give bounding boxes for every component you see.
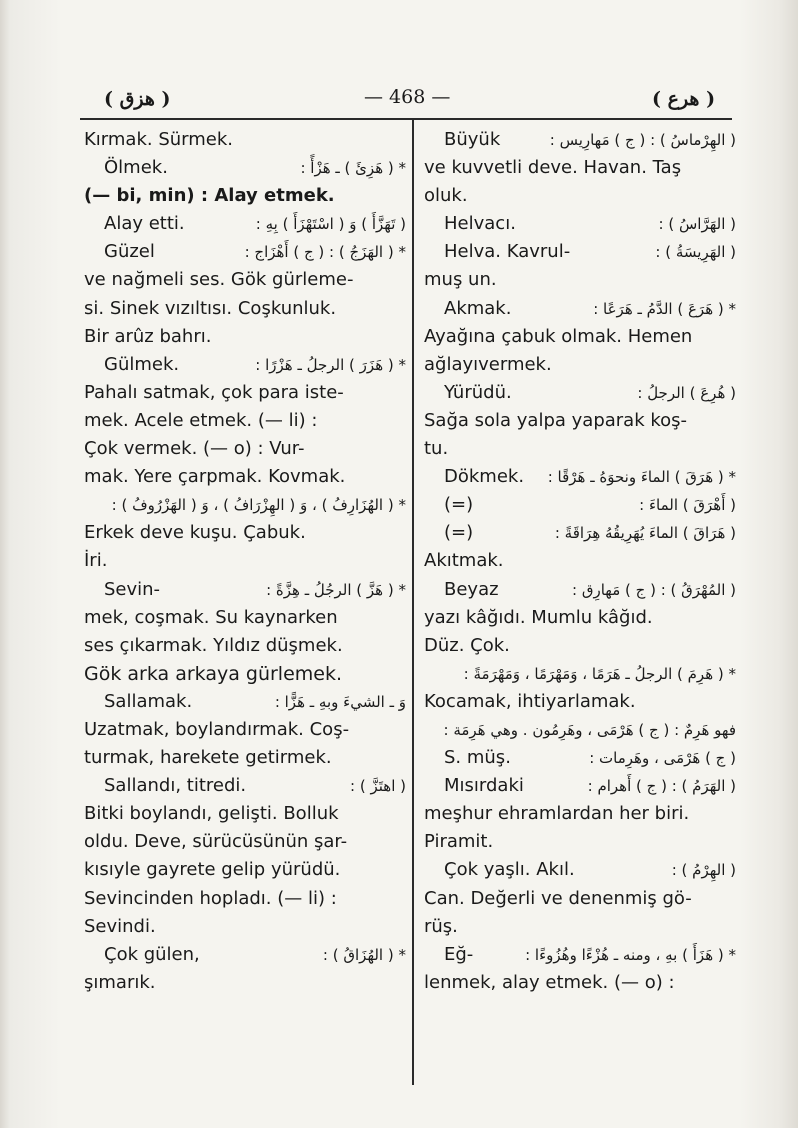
- entry-term: Eğ-: [444, 943, 474, 965]
- entry-line: [84, 379, 406, 407]
- entry-line: [424, 547, 736, 575]
- definition-text: Bir arûz bahrı.: [84, 325, 212, 347]
- right-root-heading: ( هرع ): [652, 88, 716, 110]
- header-rule: [80, 118, 732, 120]
- arabic-headword: ( الهَرَمُ ) : ( ج ) أَهرام :: [587, 777, 736, 796]
- definition-text: mak. Yere çarpmak. Kovmak.: [84, 466, 346, 488]
- definition-text: Uzatmak, boylandırmak. Coş-: [84, 718, 350, 740]
- entry-line: [424, 800, 736, 828]
- entry-line: [84, 407, 406, 435]
- arabic-headword: * ( هَزِئَ ) ـ هَزْأً :: [300, 159, 406, 178]
- arabic-headword: ( اهتَزَّ ) :: [350, 777, 406, 796]
- definition-text: ses çıkarmak. Yıldız düşmek.: [84, 634, 343, 656]
- arabic-headword: * ( هَرَعَ ) الدَّمُ ـ هَرَعًا :: [593, 299, 736, 318]
- entry-line: [424, 491, 736, 519]
- entry-term: Helvacı.: [444, 213, 516, 235]
- entry-line: [84, 744, 406, 772]
- definition-text: oluk.: [424, 185, 468, 207]
- arabic-headword: ( الهَرِيسَةُ ) :: [655, 243, 736, 262]
- entry-term: Mısırdaki: [444, 775, 524, 797]
- entry-line: [84, 519, 406, 547]
- entry-line: [84, 323, 406, 351]
- entry-line: [424, 295, 736, 323]
- entry-line: [84, 941, 406, 969]
- entry-line: [84, 463, 406, 491]
- entry-line: [424, 182, 736, 210]
- arabic-headword: ( الهِرْمُ ) :: [671, 861, 736, 880]
- entry-term: Çok yaşlı. Akıl.: [444, 859, 575, 881]
- entry-line: [424, 435, 736, 463]
- arabic-headword: * ( الهُزَاقُ ) :: [322, 945, 406, 964]
- entry-line: [84, 182, 406, 210]
- definition-text: oldu. Deve, sürücüsünün şar-: [84, 831, 348, 853]
- entry-term: Akmak.: [444, 297, 512, 319]
- entry-line: [84, 238, 406, 266]
- definition-text: (— bi, min) : Alay etmek.: [84, 185, 335, 207]
- entry-line: [424, 744, 736, 772]
- arabic-headword: وَ ـ الشيءَ وبهِ ـ هَزًّا :: [274, 692, 406, 711]
- definition-text: rüş.: [424, 915, 458, 937]
- arabic-headword: * ( الهَزَجُ ) : ( ج ) أَهْزَاج :: [244, 243, 406, 262]
- arabic-headword: ( تَهَزَّأَ ) وَ ( اسْتَهْزَأَ ) بِهِ :: [255, 215, 406, 234]
- arabic-headword: * ( الهُزَارِفُ ) ، وَ ( الهِزْرَافُ ) ، وَ ( الهَزْرُوفُ ) :: [111, 496, 406, 515]
- entry-line: [84, 295, 406, 323]
- entry-line: [424, 463, 736, 491]
- definition-text: ve kuvvetli deve. Havan. Taş: [424, 157, 682, 179]
- definition-text: Pahalı satmak, çok para iste-: [84, 381, 344, 403]
- arabic-headword: ( هُرِعَ ) الرجلُ :: [637, 383, 736, 402]
- definition-text: turmak, harekete getirmek.: [84, 747, 332, 769]
- entry-line: [84, 491, 406, 519]
- definition-text: kısıyle gayrete gelip yürüdü.: [84, 859, 341, 881]
- definition-text: yazı kâğıdı. Mumlu kâğıd.: [424, 606, 653, 628]
- left-column: [84, 126, 406, 997]
- entry-term: (=): [444, 522, 474, 544]
- entry-line: [424, 154, 736, 182]
- definition-text: mek, coşmak. Su kaynarken: [84, 606, 338, 628]
- entry-line: [424, 772, 736, 800]
- entry-line: [424, 519, 736, 547]
- entry-term: Sallandı, titredi.: [104, 775, 247, 797]
- arabic-headword: ( الهِرْماسُ ) : ( ج ) مَهارِيس :: [549, 131, 736, 149]
- definition-text: tu.: [424, 438, 449, 460]
- entry-line: [84, 969, 406, 997]
- arabic-headword: * ( هَزَرَ ) الرجلُ ـ هَزْرًا :: [255, 355, 406, 374]
- entry-line: [84, 576, 406, 604]
- definition-text: Sevincinden hopladı. (— li) :: [84, 887, 337, 909]
- definition-text: Çok vermek. (— o) : Vur-: [84, 438, 305, 460]
- arabic-headword: فهو هَرِمٌ : ( ج ) هَرْمَى ، وهَرِمُون . وهي هَرِمَة :: [443, 720, 736, 739]
- entry-line: [84, 800, 406, 828]
- entry-line: [84, 660, 406, 688]
- page-header: [0, 80, 798, 116]
- entry-line: [84, 688, 406, 716]
- entry-line: [424, 238, 736, 266]
- arabic-headword: * ( هَزَّ ) الرجُلُ ـ هِزَّةً :: [266, 580, 406, 599]
- definition-text: Kırmak. Sürmek.: [84, 129, 233, 150]
- entry-line: [84, 547, 406, 575]
- entry-term: (=): [444, 494, 474, 516]
- entry-term: Beyaz: [444, 578, 499, 600]
- entry-line: [424, 323, 736, 351]
- entry-line: [424, 941, 736, 969]
- definition-text: Erkek deve kuşu. Çabuk.: [84, 522, 306, 544]
- entry-line: [424, 969, 736, 997]
- arabic-headword: * ( هَرَقَ ) الماءَ ونحوَهُ ـ هَرْقًا :: [547, 468, 736, 487]
- entry-line: [84, 126, 406, 154]
- entry-term: Gülmek.: [104, 353, 180, 375]
- definition-text: Piramit.: [424, 831, 494, 853]
- definition-text: Düz. Çok.: [424, 634, 510, 656]
- entry-term: Ölmek.: [104, 157, 168, 179]
- arabic-headword: ( ج ) هَرْمَى ، وهَرِمات :: [589, 749, 736, 768]
- entry-line: [84, 772, 406, 800]
- definition-text: ve nağmeli ses. Gök gürleme-: [84, 269, 354, 291]
- definition-text: Sağa sola yalpa yaparak koş-: [424, 409, 688, 431]
- arabic-headword: * ( هَزَأَ ) بهِ ، ومنه ـ هُزْءًا وهُزُوءًا :: [525, 945, 736, 964]
- entry-line: [84, 828, 406, 856]
- arabic-headword: ( هَرَاقَ ) الماءَ يُهَرِيقُهُ هِرَاقَةً :: [554, 524, 736, 543]
- arabic-headword: * ( هَرِمَ ) الرجلُ ـ هَرَمًا ، وَمَهْرَمًا ، وَمَهْرَمَةً :: [463, 664, 736, 683]
- definition-text: si. Sinek vızıltısı. Coşkunluk.: [84, 297, 337, 319]
- entry-line: [424, 913, 736, 941]
- entry-line: [84, 856, 406, 884]
- arabic-headword: ( الهَرَّاسُ ) :: [658, 215, 736, 234]
- definition-text: ağlayıvermek.: [424, 353, 552, 375]
- definition-text: lenmek, alay etmek. (— o) :: [424, 971, 675, 993]
- entry-line: [84, 913, 406, 941]
- entry-term: Alay etti.: [104, 213, 185, 235]
- definition-text: Bitki boylandı, gelişti. Bolluk: [84, 803, 339, 825]
- entry-term: Çok gülen,: [104, 943, 200, 965]
- entry-line: [84, 885, 406, 913]
- page-number: — 468 —: [364, 86, 451, 108]
- entry-line: [84, 604, 406, 632]
- arabic-headword: ( المُهْرَقُ ) : ( ج ) مَهارِق :: [572, 580, 736, 599]
- entry-line: [424, 126, 736, 154]
- definition-text: şımarık.: [84, 971, 156, 993]
- column-divider: [412, 120, 414, 1085]
- entry-term: Helva. Kavrul-: [444, 241, 571, 263]
- entry-line: [84, 435, 406, 463]
- right-column: [424, 126, 736, 997]
- entry-line: [424, 407, 736, 435]
- entry-line: [84, 632, 406, 660]
- definition-text: Ayağına çabuk olmak. Hemen: [424, 325, 693, 347]
- entry-line: [424, 604, 736, 632]
- entry-line: [424, 716, 736, 744]
- entry-term: Sallamak.: [104, 690, 193, 712]
- entry-line: [424, 379, 736, 407]
- entry-line: [424, 351, 736, 379]
- definition-text: meşhur ehramlardan her biri.: [424, 803, 690, 825]
- definition-text: mek. Acele etmek. (— li) :: [84, 409, 318, 431]
- entry-line: [424, 856, 736, 884]
- definition-text: Can. Değerli ve denenmiş gö-: [424, 887, 692, 909]
- definition-text: Gök arka arkaya gürlemek.: [84, 662, 343, 685]
- entry-line: [424, 660, 736, 688]
- entry-line: [424, 576, 736, 604]
- entry-term: Büyük: [444, 129, 501, 150]
- entry-term: Güzel: [104, 241, 155, 263]
- definition-text: muş un.: [424, 269, 497, 291]
- entry-line: [424, 210, 736, 238]
- entry-term: Yürüdü.: [444, 381, 512, 403]
- definition-text: Kocamak, ihtiyarlamak.: [424, 690, 636, 712]
- entry-line: [424, 828, 736, 856]
- entry-line: [84, 266, 406, 294]
- entry-term: Sevin-: [104, 578, 161, 600]
- entry-term: S. müş.: [444, 747, 511, 769]
- entry-line: [84, 154, 406, 182]
- entry-line: [424, 885, 736, 913]
- entry-line: [424, 266, 736, 294]
- arabic-headword: ( أَهْرَقَ ) الماءَ :: [639, 496, 736, 515]
- entry-line: [84, 351, 406, 379]
- entry-line: [84, 210, 406, 238]
- entry-line: [424, 688, 736, 716]
- entry-line: [84, 716, 406, 744]
- left-root-heading: ( هزق ): [104, 88, 171, 110]
- definition-text: İri.: [84, 550, 108, 572]
- definition-text: Sevindi.: [84, 915, 156, 937]
- entry-line: [424, 632, 736, 660]
- definition-text: Akıtmak.: [424, 550, 504, 572]
- entry-term: Dökmek.: [444, 466, 525, 488]
